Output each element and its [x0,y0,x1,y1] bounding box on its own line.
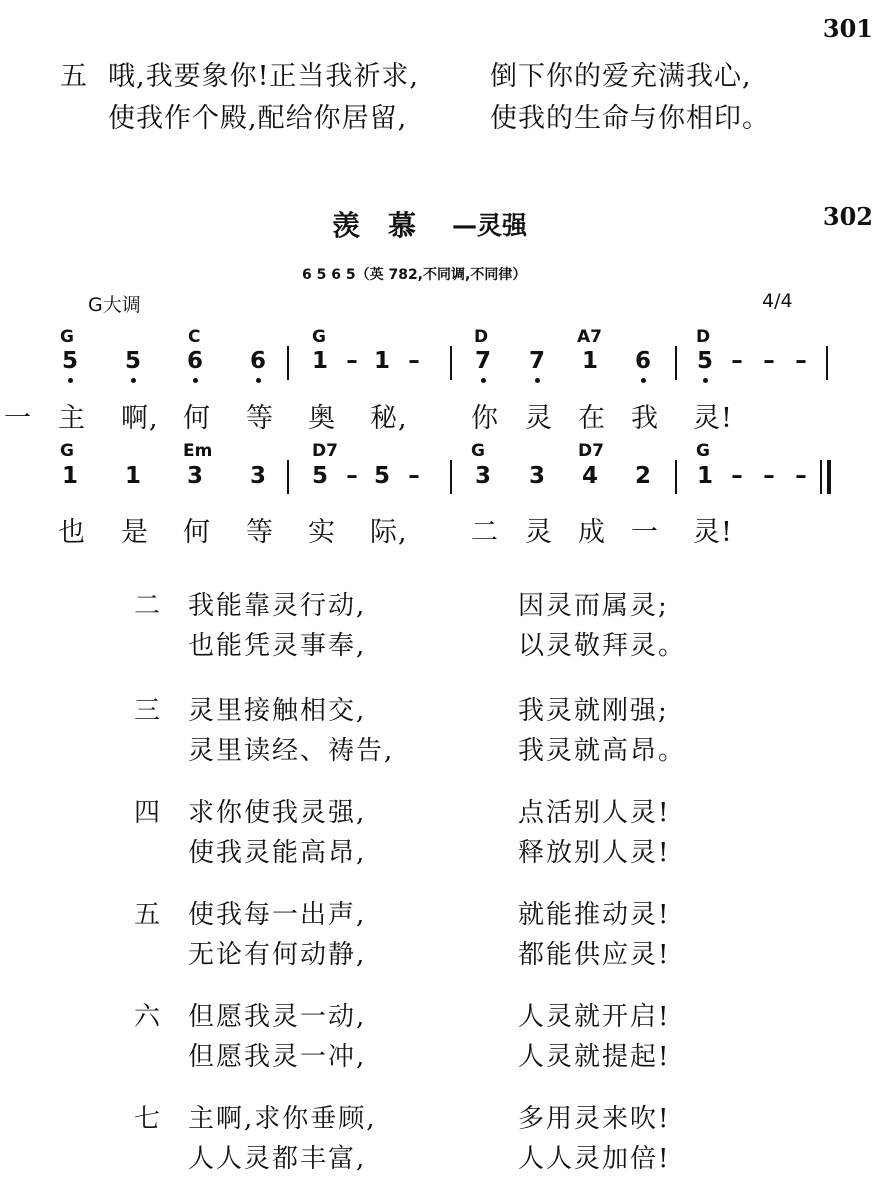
stanza-line: 因灵而属灵; [518,591,669,621]
note: 5 [373,463,390,489]
note: 2 [634,463,651,489]
stanza-line: 我能靠灵行动, [188,591,367,621]
lyric: 奥 [308,403,336,434]
lyric: 灵 [525,517,553,548]
lyric: 灵! [693,403,733,434]
octave-dot [256,378,261,383]
note: – [731,463,743,489]
stanza-line: 但愿我灵一动, [188,1002,367,1032]
lyric: 何 [183,403,211,434]
prev-verse-line1a: 哦,我要象你!正当我祈求, [108,61,420,92]
barline [675,460,677,494]
lyric: 灵! [693,517,733,548]
chord: G [60,441,74,461]
note: 3 [186,463,203,489]
chord: A7 [577,327,602,347]
lyric: 一 [631,517,659,548]
barline [675,346,677,380]
hymn-number: 302 [822,202,873,231]
chord: D7 [578,441,604,461]
note: 7 [474,348,491,374]
note: 3 [528,463,545,489]
note: 1 [61,463,78,489]
stanza-label: 六 [134,1002,163,1032]
hymn-key: G大调 [88,294,141,316]
note: – [346,463,358,489]
stanza-line: 无论有何动静, [188,940,367,970]
lyric-label: 一 [4,403,32,434]
note: 6 [634,348,651,374]
lyric: 际, [370,517,408,548]
stanza-line: 求你使我灵强, [188,798,367,828]
lyric: 成 [578,517,606,548]
note: – [763,463,775,489]
chord: G [696,441,710,461]
note: – [763,348,775,374]
prev-verse-line1b: 倒下你的爱充满我心, [490,61,752,92]
chord: G [471,441,485,461]
note: 5 [124,348,141,374]
lyric: 在 [578,403,606,434]
chord: D [474,327,489,347]
chord: D7 [312,441,338,461]
octave-dot [535,378,540,383]
stanza-line: 就能推动灵! [518,900,671,930]
chord: G [60,327,74,347]
stanza-line: 人灵就开启! [518,1002,671,1032]
stanza-line: 主啊,求你垂顾, [188,1104,377,1134]
lyric: 我 [631,403,659,434]
lyric: 也 [58,517,86,548]
stanza-line: 人人灵加倍! [518,1144,671,1174]
note: 1 [373,348,390,374]
lyric: 等 [246,517,274,548]
note: 7 [528,348,545,374]
stanza-line: 使我每一出声, [188,900,367,930]
note: 5 [311,463,328,489]
prev-verse-line2b: 使我的生命与你相印。 [490,103,770,134]
hymn-subtitle: —灵强 [452,211,528,240]
chord: G [312,327,326,347]
hymn-title: 羡 慕 [332,209,417,242]
stanza-label: 四 [134,798,163,828]
hymn-meter: 6 5 6 5（英 782,不同调,不同律） [302,267,527,283]
octave-dot [481,378,486,383]
stanza-label: 三 [134,696,163,726]
note: 5 [61,348,78,374]
prev-verse-line2a: 使我作个殿,配给你居留, [108,103,408,134]
lyric: 啊, [121,403,159,434]
note: 6 [186,348,203,374]
chord: D [696,327,711,347]
stanza-label: 二 [134,591,163,621]
barline [287,460,289,494]
stanza-line: 但愿我灵一冲, [188,1042,367,1072]
stanza-label: 五 [134,900,163,930]
lyric: 何 [183,517,211,548]
note: 1 [124,463,141,489]
note: 5 [696,348,713,374]
barline [450,346,452,380]
stanza-line: 都能供应灵! [518,940,671,970]
stanza-line: 使我灵能高昂, [188,838,367,868]
note: – [408,348,420,374]
octave-dot [193,378,198,383]
note: 1 [581,348,598,374]
note: 3 [249,463,266,489]
chord: Em [183,441,213,461]
stanza-line: 我灵就高昂。 [518,736,687,766]
stanza-label: 七 [134,1104,163,1134]
stanza-line: 人灵就提起! [518,1042,671,1072]
barline [450,460,452,494]
note: – [408,463,420,489]
stanza-line: 我灵就刚强; [518,696,669,726]
barline [826,346,828,380]
lyric: 二 [471,517,499,548]
note: 6 [249,348,266,374]
lyric: 你 [471,403,499,434]
octave-dot [703,378,708,383]
chord: C [188,327,201,347]
note: – [346,348,358,374]
note: – [795,348,807,374]
prev-verse-label: 五 [60,61,88,92]
stanza-line: 灵里读经、祷告, [188,736,395,766]
stanza-line: 人人灵都丰富, [188,1144,367,1174]
final-barline-thick [827,460,831,494]
stanza-line: 以灵敬拜灵。 [518,631,687,661]
stanza-line: 释放别人灵! [518,838,671,868]
stanza-line: 多用灵来吹! [518,1104,671,1134]
stanza-line: 也能凭灵事奉, [188,631,367,661]
octave-dot [131,378,136,383]
lyric: 等 [246,403,274,434]
barline [287,346,289,380]
lyric: 实 [308,517,336,548]
note: 3 [474,463,491,489]
lyric: 秘, [370,403,408,434]
stanza-line: 点活别人灵! [518,798,671,828]
lyric: 是 [121,517,149,548]
note: – [731,348,743,374]
octave-dot [641,378,646,383]
note: 4 [581,463,598,489]
stanza-line: 灵里接触相交, [188,696,367,726]
prev-hymn-number: 301 [822,14,873,43]
final-barline-thin [820,460,822,494]
note: – [795,463,807,489]
note: 1 [311,348,328,374]
octave-dot [68,378,73,383]
note: 1 [696,463,713,489]
lyric: 主 [58,403,86,434]
hymn-time-signature: 4/4 [762,290,793,312]
lyric: 灵 [525,403,553,434]
